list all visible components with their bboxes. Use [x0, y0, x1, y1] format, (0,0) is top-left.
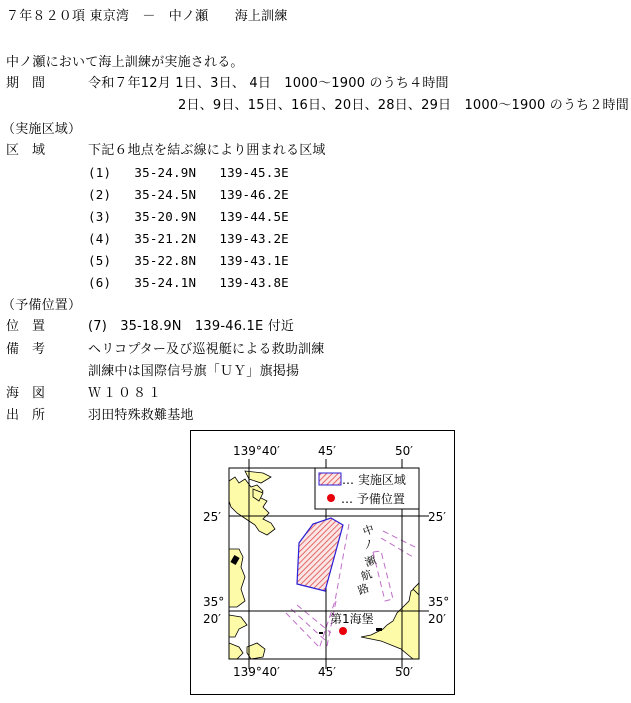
channel-char: 航 [359, 567, 374, 584]
point-lon: 139-44.5E [219, 209, 289, 224]
period-label: 期 間 [6, 76, 46, 91]
remarks-line-1: ヘリコプター及び巡視艇による救助訓練 [88, 342, 325, 357]
area-heading: （実施区域） [2, 122, 82, 137]
position-value: (7) 35-18.9N 139-46.1E 付近 [88, 319, 295, 334]
area-point-1 [88, 165, 289, 181]
point-lon: 139-45.3E [219, 165, 289, 180]
period-line-2: 2日、9日、15日、16日、20日、28日、29日 1000～1900 のうち２時間 [178, 98, 629, 113]
point-lat: 35-22.8N [134, 253, 197, 268]
area-map [190, 430, 455, 695]
chart-label: 海 図 [6, 386, 46, 401]
right-label-25: 25′ [428, 510, 446, 524]
legend-area: … 実施区域 [342, 473, 406, 487]
top-label-45: 45′ [318, 444, 336, 458]
point-id: (2) [88, 187, 112, 202]
reserve-position-dot [339, 627, 347, 635]
top-label-50: 50′ [395, 444, 413, 458]
bottom-label-50: 50′ [395, 665, 413, 679]
channel-char: ノ [361, 536, 376, 553]
top-label-40: 139°40′ [233, 444, 280, 458]
area-point-5 [88, 253, 289, 269]
point-lat: 35-24.5N [134, 187, 197, 202]
area-point-3 [88, 209, 289, 225]
right-label-35: 35° [428, 595, 450, 609]
point-lat: 35-20.9N [134, 209, 197, 224]
intro-text: 中ノ瀬において海上訓練が実施される。 [6, 55, 244, 70]
period-line-1: 令和７年12月 1日、3日、 4日 1000～1900 のうち４時間 [88, 76, 449, 91]
left-label-35: 35° [203, 595, 225, 609]
remarks-label: 備 考 [6, 342, 46, 357]
channel-char: 瀬 [363, 553, 378, 570]
right-label-20: 20′ [428, 612, 446, 626]
area-point-6 [88, 275, 289, 291]
point-lat: 35-24.9N [134, 165, 197, 180]
reserve-heading: （予備位置） [2, 298, 82, 313]
channel-char: 中 [361, 522, 376, 539]
fort-label: 第1海堡 [330, 612, 374, 626]
point-id: (4) [88, 231, 112, 246]
position-label: 位 置 [6, 319, 46, 334]
left-label-25: 25′ [203, 510, 221, 524]
point-lon: 139-43.2E [219, 231, 289, 246]
point-id: (6) [88, 275, 112, 290]
chart-value: Ｗ１０８１ [88, 386, 164, 401]
left-label-20: 20′ [203, 612, 221, 626]
source-value: 羽田特殊救難基地 [88, 408, 194, 423]
point-id: (5) [88, 253, 112, 268]
area-point-4 [88, 231, 289, 247]
area-point-2 [88, 187, 289, 203]
area-label: 区 域 [6, 143, 46, 158]
point-lon: 139-46.2E [219, 187, 289, 202]
point-lon: 139-43.1E [219, 253, 289, 268]
channel-label [351, 524, 421, 614]
point-id: (3) [88, 209, 112, 224]
legend-reserve: … 予備位置 [341, 492, 405, 506]
bottom-label-45: 45′ [318, 665, 336, 679]
area-description: 下記６地点を結ぶ線により囲まれる区域 [88, 143, 326, 158]
bottom-label-40: 139°40′ [233, 665, 280, 679]
point-lat: 35-21.2N [134, 231, 197, 246]
point-id: (1) [88, 165, 112, 180]
point-lat: 35-24.1N [134, 275, 197, 290]
remarks-line-2: 訓練中は国際信号旗「ＵＹ」旗掲揚 [88, 364, 300, 379]
channel-char: 路 [356, 581, 371, 598]
notice-title: ７年８２０項 東京湾 － 中ノ瀬 海上訓練 [6, 9, 288, 24]
point-lon: 139-43.8E [219, 275, 289, 290]
source-label: 出 所 [6, 408, 46, 423]
